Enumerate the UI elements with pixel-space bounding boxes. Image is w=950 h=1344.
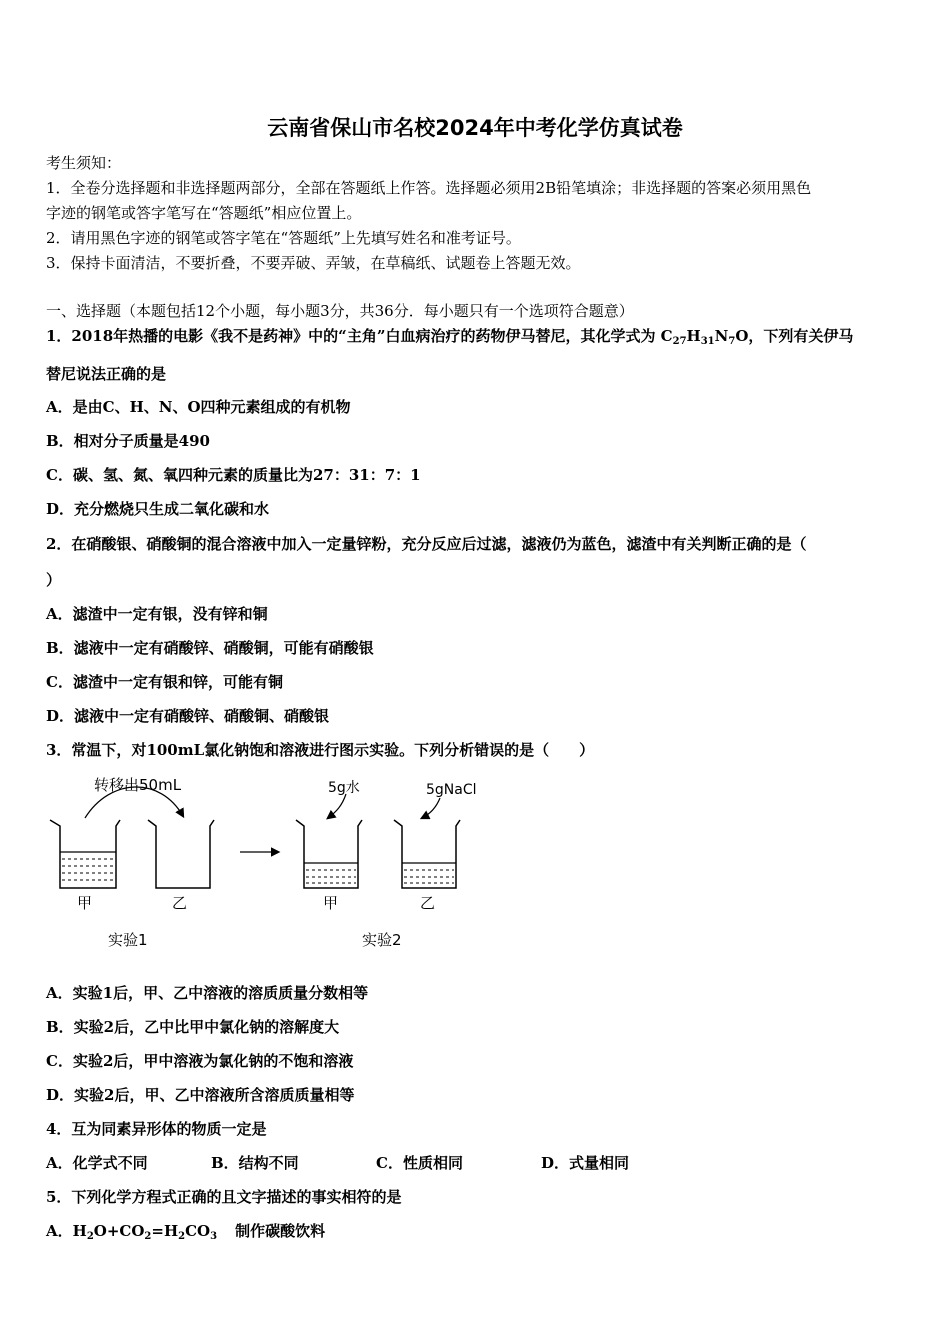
- experiment-2-label: 实验2: [362, 931, 402, 949]
- q1-option-a: A．是由C、H、N、O四种元素组成的有机物: [46, 398, 351, 416]
- q5-subscript: 3: [210, 1231, 218, 1242]
- q4-option-b: B．结构不同: [211, 1154, 299, 1172]
- notice-item: 1．全卷分选择题和非选择题两部分，全部在答题纸上作答。选择题必须用2B铅笔填涂；非选择题的答案必须用黑色: [46, 179, 812, 197]
- q2-option-a: A．滤渣中一定有银，没有锌和铜: [46, 605, 268, 623]
- beaker-jia-exp2: [296, 820, 362, 888]
- q5-formula-part: A．H: [46, 1222, 87, 1240]
- q5-subscript: 2: [144, 1231, 152, 1242]
- experiment-1-label: 实验1: [108, 931, 148, 949]
- question-2-stem-cont: ）: [46, 571, 62, 589]
- q5-subscript: 2: [86, 1231, 94, 1242]
- q5-formula-part: CO: [185, 1222, 211, 1240]
- notice-item: 字迹的钢笔或答字笔写在“答题纸”相应位置上。: [46, 204, 362, 222]
- question-1-stem-cont: 替尼说法正确的是: [46, 365, 167, 383]
- label-yi: 乙: [172, 894, 188, 912]
- notice-item: 3．保持卡面清洁，不要折叠，不要弄破、弄皱，在草稿纸、试题卷上答题无效。: [46, 254, 581, 272]
- beaker-jia-exp1: [50, 820, 120, 888]
- q5-option-a-desc: 制作碳酸饮料: [235, 1222, 326, 1240]
- section-heading: 一、选择题（本题包括12个小题，每小题3分，共36分．每小题只有一个选项符合题意）: [46, 302, 634, 320]
- q4-option-c: C．性质相同: [376, 1154, 463, 1172]
- water-label: 5g水: [328, 780, 360, 796]
- label-jia: 甲: [323, 894, 339, 912]
- q3-option-d: D．实验2后，甲、乙中溶液所含溶质质量相等: [46, 1086, 355, 1104]
- q1-option-c: C．碳、氢、氮、氧四种元素的质量比为27：31：7：1: [46, 466, 421, 484]
- notice-item: 2．请用黑色字迹的钢笔或答字笔在“答题纸”上先填写姓名和准考证号。: [46, 229, 521, 247]
- q1-stem-part: O，下列有关伊马: [735, 327, 854, 345]
- q1-element: H: [686, 327, 701, 345]
- q1-subscript: 7: [728, 336, 736, 347]
- page-title: 云南省保山市名校2024年中考化学仿真试卷: [267, 116, 683, 140]
- beaker-yi-exp2: [394, 820, 460, 888]
- nacl-label: 5gNaCl: [426, 782, 477, 798]
- q2-option-c: C．滤渣中一定有银和锌，可能有铜: [46, 673, 283, 691]
- q3-option-a: A．实验1后，甲、乙中溶液的溶质质量分数相等: [46, 984, 369, 1002]
- question-4-stem: 4．互为同素异形体的物质一定是: [46, 1120, 267, 1138]
- q5-formula-part: O+CO: [93, 1222, 145, 1240]
- label-yi: 乙: [420, 894, 436, 912]
- label-jia: 甲: [77, 894, 93, 912]
- q4-option-d: D．式量相同: [541, 1154, 630, 1172]
- q5-formula-part: =H: [151, 1222, 179, 1240]
- nacl-arrow: [422, 798, 440, 818]
- water-arrow: [328, 794, 346, 818]
- experiment-figure: [40, 768, 500, 958]
- question-3-stem: 3．常温下，对100mL氯化钠饱和溶液进行图示实验。下列分析错误的是（ ）: [46, 741, 595, 759]
- transfer-label: 转移出50mL: [94, 776, 182, 794]
- q1-subscript: 31: [700, 336, 715, 347]
- q3-option-b: B．实验2后，乙中比甲中氯化钠的溶解度大: [46, 1018, 340, 1036]
- q1-option-b: B．相对分子质量是490: [46, 432, 210, 450]
- beaker-yi-exp1: [148, 820, 214, 888]
- q1-option-d: D．充分燃烧只生成二氧化碳和水: [46, 500, 270, 518]
- q2-option-d: D．滤液中一定有硝酸锌、硝酸铜、硝酸银: [46, 707, 330, 725]
- q3-option-c: C．实验2后，甲中溶液为氯化钠的不饱和溶液: [46, 1052, 354, 1070]
- q4-options-row: [46, 1153, 681, 1173]
- q2-option-b: B．滤液中一定有硝酸锌、硝酸铜，可能有硝酸银: [46, 639, 374, 657]
- q1-subscript: 27: [672, 336, 687, 347]
- question-1-stem: [46, 326, 853, 352]
- question-5-stem: 5．下列化学方程式正确的且文字描述的事实相符的是: [46, 1188, 402, 1206]
- q1-stem-part: 1．2018年热播的电影《我不是药神》中的“主角”白血病治疗的药物伊马替尼，其化学式为 C: [46, 327, 673, 345]
- question-2-stem: 2．在硝酸银、硝酸铜的混合溶液中加入一定量锌粉，充分反应后过滤，滤液仍为蓝色，滤渣中有关判断正确的是（: [46, 535, 807, 553]
- q4-option-a: A．化学式不同: [46, 1154, 148, 1172]
- notice-heading: 考生须知：: [46, 154, 122, 172]
- q5-option-a: [46, 1221, 325, 1247]
- q5-subscript: 2: [178, 1231, 186, 1242]
- q1-element: N: [714, 327, 729, 345]
